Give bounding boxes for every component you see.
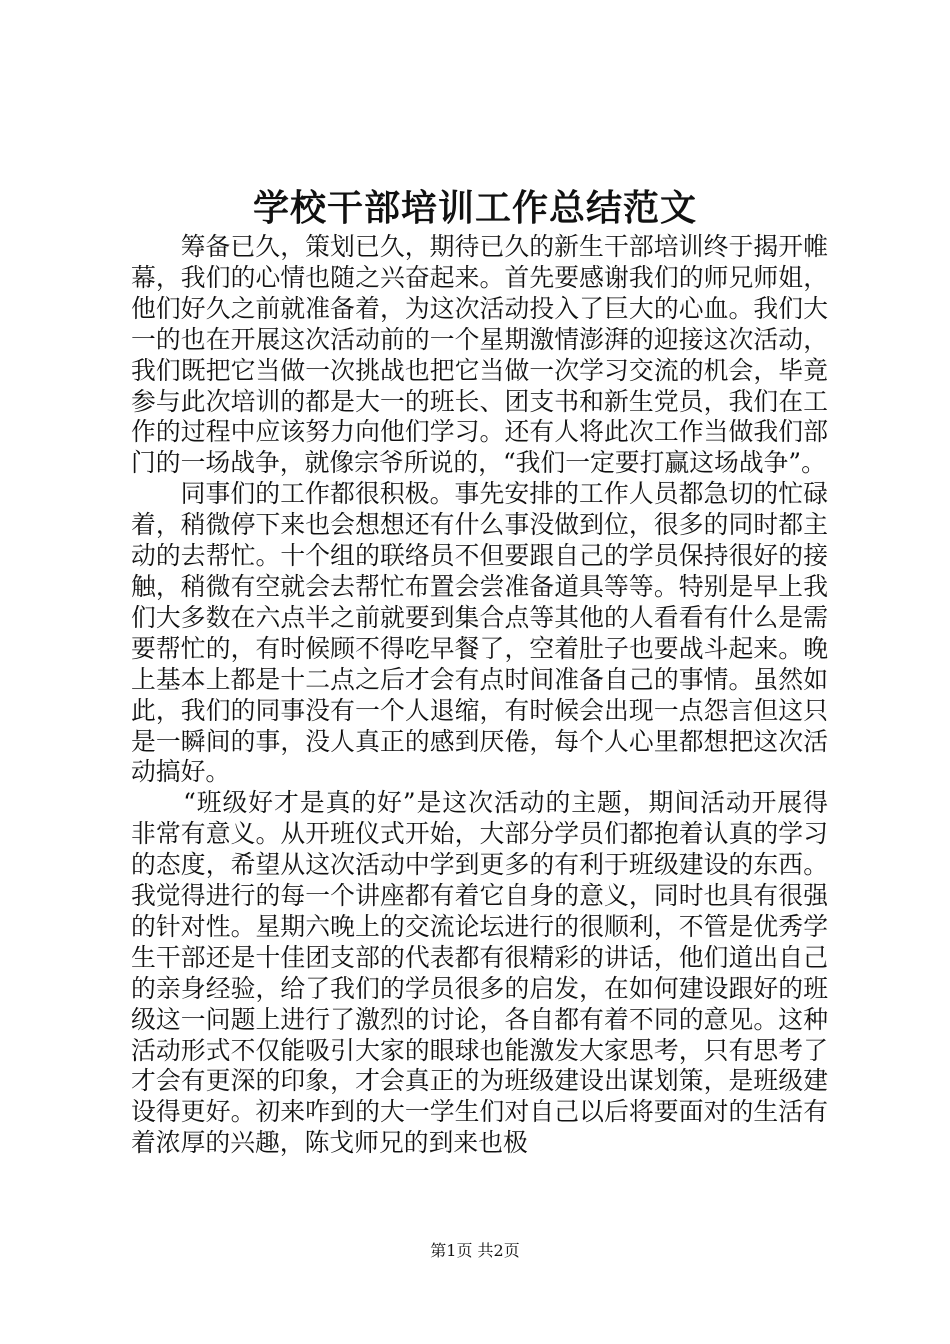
page-number-footer: 第1页 共2页 bbox=[430, 1241, 520, 1260]
document-body bbox=[131, 232, 828, 1159]
document-title: 学校干部培训工作总结范文 bbox=[252, 187, 697, 229]
paragraph-1: 筹备已久，策划已久，期待已久的新生干部培训终于揭开帷幕，我们的心情也随之兴奋起来。首先要感谢我们的师兄师姐，他们好久之前就准备着，为这次活动投入了巨大的心血。我们大一的也在开展这次活动前的一个星期激情澎湃的迎接这次活动，我们既把它当做一次挑战也把它当做一次学习交流的机会，毕竟参与此次培训的都是大一的班长、团支书和新生党员，我们在工作的过程中应该努力向他们学习。还有人将此次工作当做我们部门的一场战争，就像宗爷所说的，“我们一定要打赢这场战争”。 bbox=[131, 232, 828, 478]
paragraph-3: “班级好才是真的好”是这次活动的主题，期间活动开展得非常有意义。从开班仪式开始，大部分学员们都抱着认真的学习的态度，希望从这次活动中学到更多的有利于班级建设的东西。我觉得进行的每一个讲座都有着它自身的意义，同时也具有很强的针对性。星期六晚上的交流论坛进行的很顺利，不管是优秀学生干部还是十佳团支部的代表都有很精彩的讲话，他们道出自己的亲身经验，给了我们的学员很多的启发，在如何建设跟好的班级这一问题上进行了激烈的讨论，各自都有着不同的意见。这种活动形式不仅能吸引大家的眼球也能激发大家思考，只有思考了才会有更深的印象，才会真正的为班级建设出谋划策，是班级建设得更好。初来咋到的大一学生们对自己以后将要面对的生活有着浓厚的兴趣，陈戈师兄的到来也极 bbox=[131, 788, 828, 1158]
paragraph-2: 同事们的工作都很积极。事先安排的工作人员都急切的忙碌着，稍微停下来也会想想还有什么事没做到位，很多的同时都主动的去帮忙。十个组的联络员不但要跟自己的学员保持很好的接触，稍微有空就会去帮忙布置会尝准备道具等等。特别是早上我们大多数在六点半之前就要到集合点等其他的人看看有什么是需要帮忙的，有时候顾不得吃早餐了，空着肚子也要战斗起来。晚上基本上都是十二点之后才会有点时间准备自己的事情。虽然如此，我们的同事没有一个人退缩，有时候会出现一点怨言但这只是一瞬间的事，没人真正的感到厌倦，每个人心里都想把这次活动搞好。 bbox=[131, 479, 828, 787]
